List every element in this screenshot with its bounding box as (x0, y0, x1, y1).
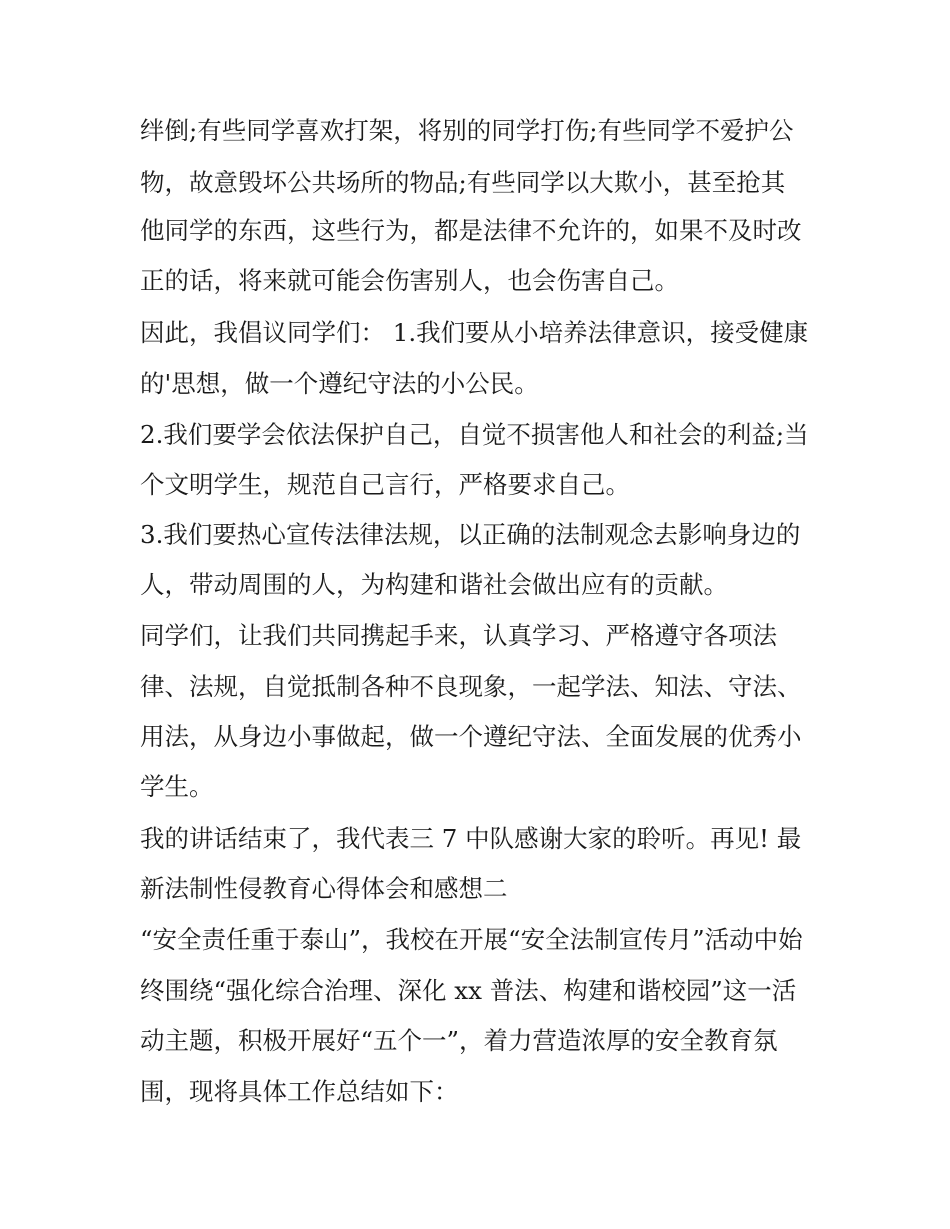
text-line: “安全责任重于泰山”，我校在开展“安全法制宣传月”活动中始 (140, 925, 803, 954)
text-line: 围，现将具体工作总结如下： (140, 1077, 459, 1106)
text-line: 学生。 (140, 772, 214, 801)
text-line: 我的讲话结束了，我代表三 7 中队感谢大家的聆听。再见! 最 (140, 824, 802, 853)
text-line: 他同学的东西，这些行为，都是法律不允许的，如果不及时改 (140, 216, 802, 245)
text-line: 因此，我倡议同学们： 1.我们要从小培养法律意识，接受健康 (140, 318, 809, 347)
text-line: 动主题，积极开展好“五个一”，着力营造浓厚的安全教育氛 (140, 1026, 778, 1055)
text-line: 个文明学生，规范自己言行，严格要求自己。 (140, 470, 630, 499)
text-line: 3.我们要热心宣传法律法规，以正确的法制观念去影响身边的 (140, 520, 801, 549)
text-line: 新法制性侵教育心得体会和感想二 (140, 874, 508, 903)
text-line: 正的话，将来就可能会伤害别人，也会伤害自己。 (140, 266, 679, 295)
text-line: 人，带动周围的人，为构建和谐社会做出应有的贡献。 (140, 570, 728, 599)
text-line: 律、法规，自觉抵制各种不良现象，一起学法、知法、守法、 (140, 672, 802, 701)
text-line: 终围绕“强化综合治理、深化 xx 普法、构建和谐校园”这一活 (140, 976, 797, 1005)
text-line: 同学们，让我们共同携起手来，认真学习、严格遵守各项法 (140, 621, 777, 650)
text-line: 的'思想，做一个遵纪守法的小公民。 (140, 369, 539, 398)
text-line: 2.我们要学会依法保护自己，自觉不损害他人和社会的利益;当 (140, 420, 809, 449)
text-line: 绊倒;有些同学喜欢打架，将别的同学打伤;有些同学不爱护公 (140, 116, 794, 145)
text-line: 物，故意毁坏公共场所的物品;有些同学以大欺小，甚至抢其 (140, 168, 786, 197)
text-line: 用法，从身边小事做起，做一个遵纪守法、全面发展的优秀小 (140, 722, 802, 751)
